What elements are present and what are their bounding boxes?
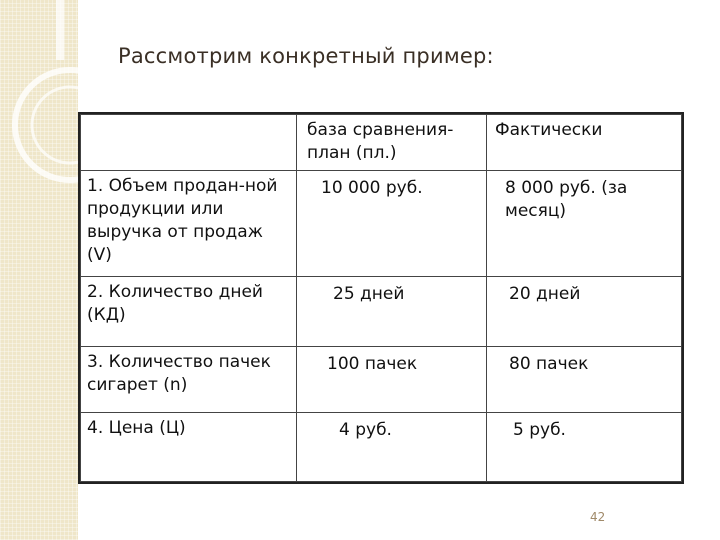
header-cell-fact: Фактически (487, 115, 682, 171)
header-cell-plan: база сравнения-план (пл.) (297, 115, 487, 171)
row-fact-value: 8 000 руб. (за месяц) (487, 171, 682, 277)
table-row (81, 277, 682, 347)
decorative-circles-graphic (0, 0, 78, 540)
row-fact-value: 5 руб. (487, 413, 682, 482)
row-label: 2. Количество дней (КД) (81, 277, 297, 347)
table-row (81, 347, 682, 413)
table-row (81, 413, 682, 482)
header-cell-empty (81, 115, 297, 171)
row-label: 1. Объем продан-ной продукции или выручка от продаж (V) (81, 171, 297, 277)
comparison-table (78, 112, 684, 484)
row-plan-value: 10 000 руб. (297, 171, 487, 277)
table-row (81, 171, 682, 277)
row-fact-value: 80 пачек (487, 347, 682, 413)
row-label: 4. Цена (Ц) (81, 413, 297, 482)
decorative-side-strip (0, 0, 78, 540)
row-fact-value: 20 дней (487, 277, 682, 347)
page-number: 42 (590, 510, 606, 524)
row-plan-value: 100 пачек (297, 347, 487, 413)
table-header-row (81, 115, 682, 171)
row-plan-value: 25 дней (297, 277, 487, 347)
page-title: Рассмотрим конкретный пример: (118, 44, 494, 68)
row-label: 3. Количество пачек сигарет (n) (81, 347, 297, 413)
row-plan-value: 4 руб. (297, 413, 487, 482)
